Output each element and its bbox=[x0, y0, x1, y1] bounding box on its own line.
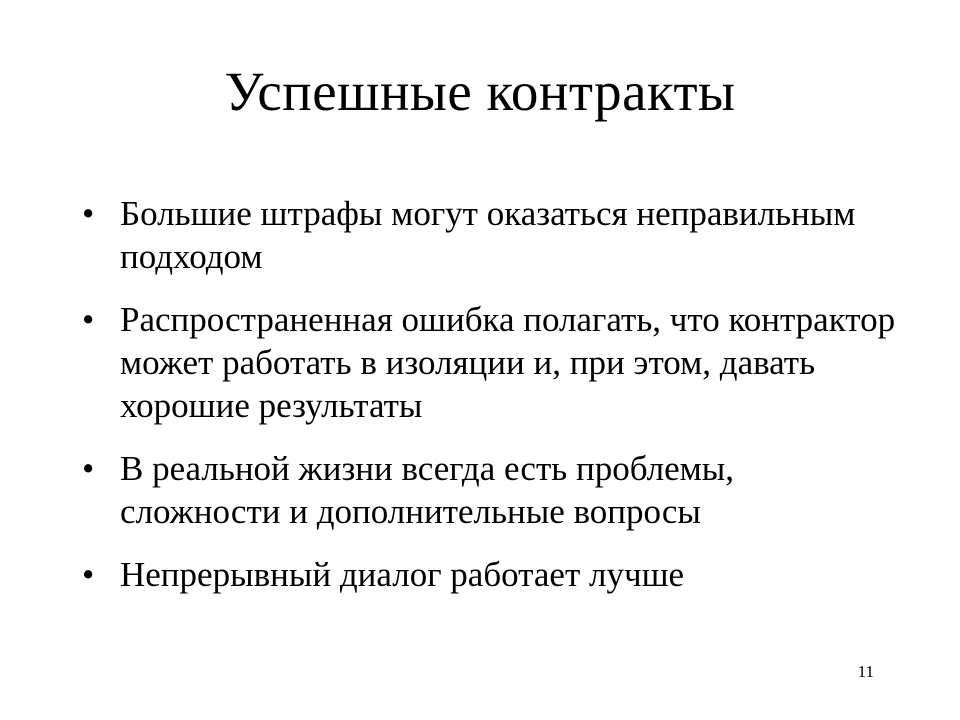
bullet-text: Большие штрафы могут оказаться неправильным подходом bbox=[120, 194, 856, 276]
bullet-dot-icon: • bbox=[82, 449, 95, 488]
bullet-item bbox=[80, 447, 900, 533]
bullet-item bbox=[80, 192, 900, 278]
bullet-dot-icon: • bbox=[82, 300, 95, 339]
bullet-item bbox=[80, 553, 900, 596]
bullet-text: Непрерывный диалог работает лучше bbox=[120, 555, 685, 594]
bullet-item bbox=[80, 298, 900, 427]
bullet-list bbox=[80, 192, 900, 616]
slide-title: Успешные контракты bbox=[224, 61, 736, 122]
bullet-text: Распространенная ошибка полагать, что контрактор может работать в изоляции и, при этом, давать хорошие результаты bbox=[120, 300, 896, 425]
bullet-text: В реальной жизни всегда есть проблемы, сложности и дополнительные вопросы bbox=[120, 449, 735, 531]
page-number: 11 bbox=[857, 662, 874, 681]
bullet-dot-icon: • bbox=[82, 194, 95, 233]
bullet-dot-icon: • bbox=[82, 555, 95, 594]
